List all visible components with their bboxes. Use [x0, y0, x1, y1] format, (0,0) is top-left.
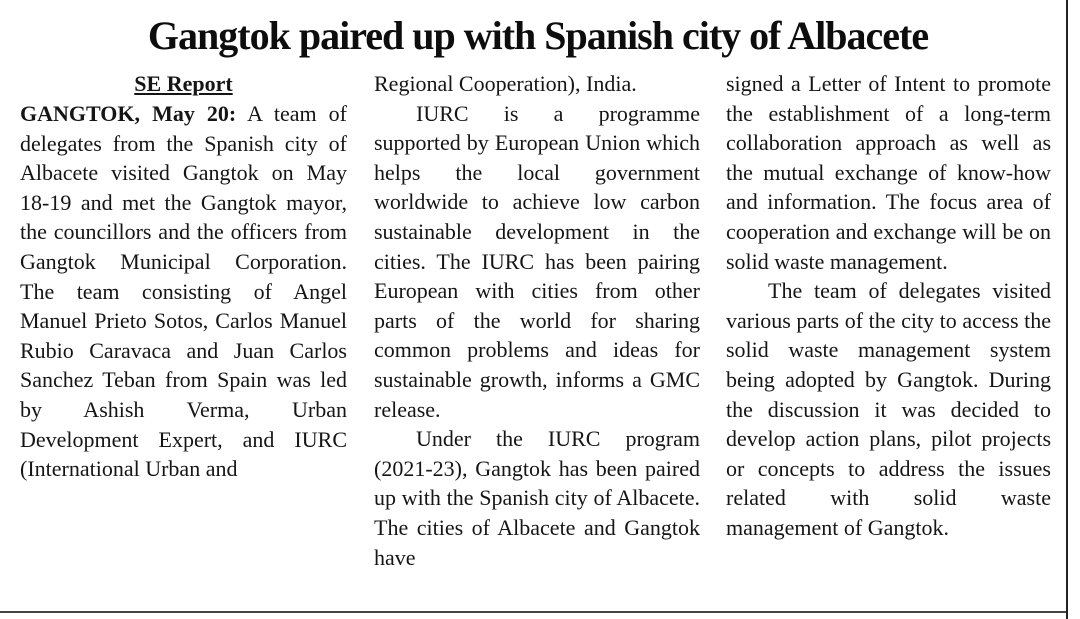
- paragraph-1-text: A team of delegates from the Spanish city of Albacete visited Gangtok on May 18-19 and met the Gangtok mayor, the councillors and the officers from Gangtok Municipal Corporation. The team consisting of Angel Manuel Prieto Sotos, Carlos Manuel Rubio Caravaca and Juan Carlos Sanchez Teban from Spain was led by Ashish Verma, Urban Development Expert, and IURC (International Urban and: [20, 101, 347, 482]
- headline: Gangtok paired up with Spanish city of Albacete: [147, 13, 929, 58]
- column-3: [726, 69, 1051, 543]
- column-rule-right: [1066, 0, 1068, 619]
- byline: SE Report: [134, 71, 233, 96]
- column-2: [374, 69, 700, 572]
- column-1: [20, 69, 347, 484]
- paragraph-1-continued: Regional Cooperation), India.: [374, 71, 637, 96]
- paragraph-1: [20, 99, 347, 484]
- paragraph-4: The team of delegates visited various parts of the city to access the solid waste management system being adopted by Gangtok. During the discussion it was decided to develop action plans, pilot projects or concepts to address the issues related with solid waste management of Gangtok.: [726, 278, 1051, 540]
- bottom-rule: [0, 611, 1066, 613]
- dateline: GANGTOK, May 20:: [20, 101, 237, 126]
- paragraph-2: IURC is a programme supported by European Union which helps the local government worldwide to achieve low carbon sustainable development in the cities. The IURC has been pairing European with cities from other parts of the world for sharing common problems and ideas for sustainable growth, informs a GMC release.: [374, 100, 700, 422]
- paragraph-3: Under the IURC program (2021-23), Gangtok has been paired up with the Spanish city of Albacete. The cities of Albacete and Gangtok have: [374, 426, 700, 570]
- paragraph-3-continued: signed a Letter of Intent to promote the establishment of a long-term collaboration approach as well as the mutual exchange of know-how and information. The focus area of cooperation and exchange will be on solid waste management.: [726, 71, 1051, 274]
